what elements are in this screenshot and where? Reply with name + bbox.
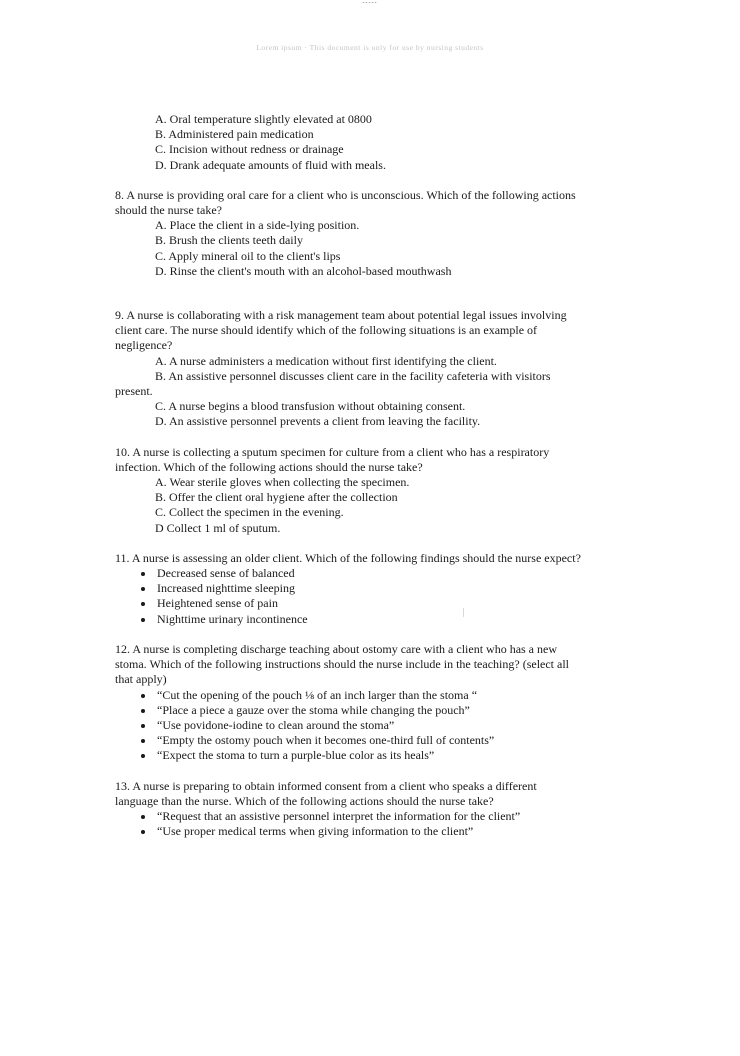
q7-option-b: B. Administered pain medication [155,127,314,142]
q8-option-d: D. Rinse the client's mouth with an alcohol-based mouthwash [155,263,452,278]
q13-stem-line2: language than the nurse. Which of the following actions should the nurse take? [115,793,494,808]
q11-option: • Heightened sense of pain [155,596,645,611]
q11-option: • Nighttime urinary incontinence [155,612,645,627]
q7-option-c: C. Incision without redness or drainage [155,142,344,157]
q8-option-b: B. Brush the clients teeth daily [155,233,303,248]
q12-options [115,688,645,764]
question-12 [115,642,645,764]
q12-stem-line1: 12. A nurse is completing discharge teaching about ostomy care with a client who has a new [115,641,558,656]
question-9 [115,308,645,430]
q9-stem-line3: negligence? [115,338,173,353]
q9-option-d: D. An assistive personnel prevents a client from leaving the facility. [155,414,481,429]
q11-options [115,566,645,627]
top-mark: ----- [362,0,378,6]
q12-stem-line2: stoma. Which of the following instructions should the nurse include in the teaching? (select all [115,657,570,672]
faint-header: Lorem ipsum · This document is only for use by nursing students [256,43,484,52]
question-13 [115,779,645,840]
q13-stem-line1: 13. A nurse is preparing to obtain informed consent from a client who speaks a different [115,778,537,793]
scan-speck [463,608,464,617]
q13-option: • “Use proper medical terms when giving information to the client” [155,824,645,839]
q7-option-d: D. Drank adequate amounts of fluid with meals. [155,157,386,172]
q12-option: • “Empty the ostomy pouch when it becomes one-third full of contents” [155,733,645,748]
q9-stem-line2: client care. The nurse should identify which of the following situations is an example of [115,323,538,338]
q7-option-a: A. Oral temperature slightly elevated at 0800 [155,112,372,126]
q11-option: • Decreased sense of balanced [155,566,645,581]
q10-option-b: B. Offer the client oral hygiene after the collection [155,490,398,505]
q13-option: • “Request that an assistive personnel interpret the information for the client” [155,809,645,824]
q9-option-b-wrap: present. [115,384,153,399]
q8-stem-line1: 8. A nurse is providing oral care for a client who is unconscious. Which of the following actions [115,187,576,202]
question-content [115,112,645,839]
q12-option: • “Expect the stoma to turn a purple-blue color as its heals” [155,748,645,763]
q12-option: • “Cut the opening of the pouch ⅛ of an inch larger than the stoma “ [155,688,645,703]
q8-option-a: A. Place the client in a side-lying position. [155,218,360,233]
q10-options [115,475,645,536]
q9-options-cont [115,399,645,429]
q10-stem-line1: 10. A nurse is collecting a sputum specimen for culture from a client who has a respiratory [115,444,550,459]
question-11 [115,551,645,627]
q8-option-c: C. Apply mineral oil to the client's lips [155,248,341,263]
q9-options [115,354,645,384]
q9-option-c: C. A nurse begins a blood transfusion without obtaining consent. [155,399,466,414]
q10-option-d: D Collect 1 ml of sputum. [155,520,281,535]
q9-option-b: B. An assistive personnel discusses client care in the facility cafeteria with visitors [155,368,551,383]
q13-options [115,809,645,839]
q7-options [115,112,645,173]
q9-stem-line1: 9. A nurse is collaborating with a risk management team about potential legal issues involving [115,308,567,323]
question-10 [115,445,645,536]
q12-option: • “Place a piece a gauze over the stoma while changing the pouch” [155,703,645,718]
q8-stem-line2: should the nurse take? [115,203,222,218]
q10-stem-line2: infection. Which of the following actions should the nurse take? [115,459,423,474]
q10-option-a: A. Wear sterile gloves when collecting the specimen. [155,475,410,490]
q11-stem-line1: 11. A nurse is assessing an older client. Which of the following findings should the nurse expect? [115,550,581,565]
q12-stem-line3: that apply) [115,672,167,687]
q12-option: • “Use povidone-iodine to clean around the stoma” [155,718,645,733]
q8-options [115,218,645,279]
q9-option-a: A. A nurse administers a medication without first identifying the client. [155,353,497,368]
question-8 [115,188,645,279]
q11-option: • Increased nighttime sleeping [155,581,645,596]
q10-option-c: C. Collect the specimen in the evening. [155,505,344,520]
